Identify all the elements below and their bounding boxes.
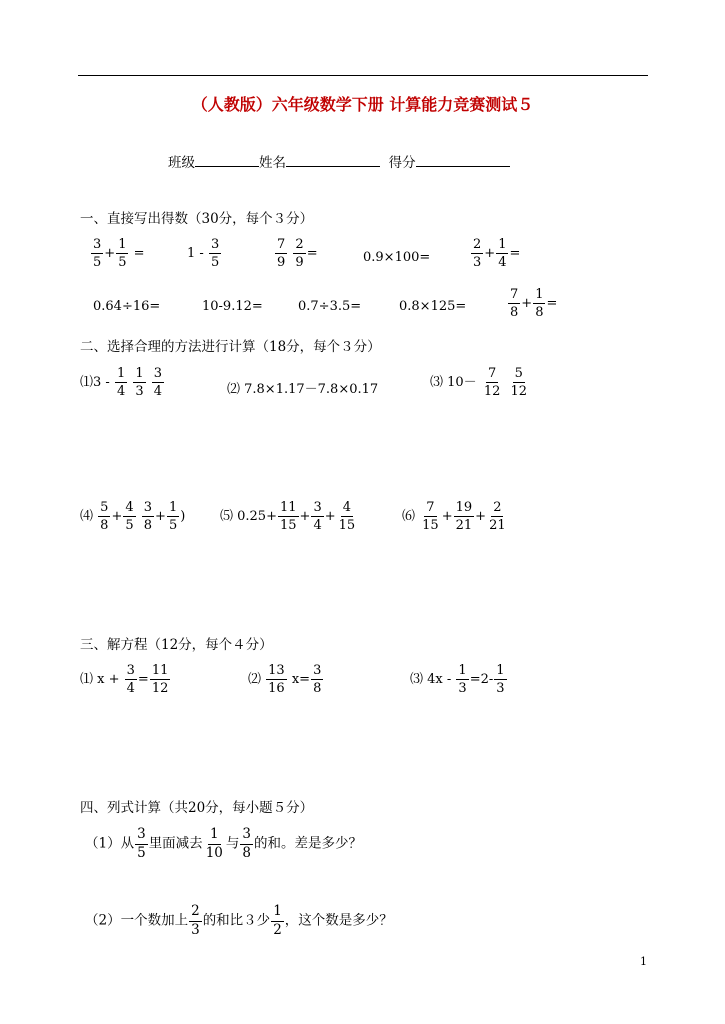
fraction <box>98 501 110 532</box>
fraction-numerator: 3 <box>126 663 135 678</box>
expression-text: + <box>441 509 453 524</box>
section-3-heading: 三、解方程（12分，每个４分） <box>80 637 273 653</box>
expression-text: = <box>137 672 149 687</box>
fraction-numerator: 2 <box>493 500 502 515</box>
fraction-numerator: 11 <box>151 663 169 678</box>
fraction-denominator: 8 <box>535 305 544 320</box>
expression-text: + <box>521 296 533 311</box>
fraction <box>271 905 284 937</box>
fraction-denominator: 21 <box>489 518 506 533</box>
fraction-denominator: 8 <box>143 518 153 533</box>
fraction-numerator: 5 <box>514 366 523 381</box>
problem-2d <box>80 501 185 532</box>
expression-text: = <box>546 296 558 311</box>
expression-text: ) <box>180 509 186 524</box>
fraction <box>116 238 128 269</box>
fraction <box>533 288 545 319</box>
fraction <box>311 664 323 695</box>
fraction <box>509 367 530 398</box>
expression-text: ⑸ 0.25+ <box>220 509 277 524</box>
fraction-denominator: 21 <box>455 518 473 533</box>
fraction-numerator: 3 <box>143 500 153 515</box>
fraction-numerator: 11 <box>279 500 297 515</box>
expression-text: 里面减去 <box>148 835 203 852</box>
fraction <box>209 238 221 269</box>
fraction-numerator: 1 <box>535 287 544 302</box>
fraction-numerator: 2 <box>473 237 482 252</box>
fraction-denominator: 9 <box>295 255 304 270</box>
fraction-denominator: 8 <box>510 305 519 320</box>
fraction <box>204 828 225 860</box>
fraction-numerator: 3 <box>240 828 253 845</box>
fraction-numerator: 2 <box>295 237 304 252</box>
fraction-numerator: 7 <box>510 287 519 302</box>
expression-text: （2）一个数加上 <box>85 912 189 929</box>
fraction <box>494 664 506 695</box>
expression-text: + <box>475 509 487 524</box>
fraction-numerator: 1 <box>135 366 144 381</box>
expression-text: ，这个数是多少？ <box>284 912 393 929</box>
fraction <box>152 367 164 398</box>
fraction <box>123 501 135 532</box>
expression-text: ⑵ <box>248 672 262 687</box>
problem-1b <box>187 238 222 269</box>
section-1-heading: 一、直接写出得数（30分，每个３分） <box>80 211 314 227</box>
fraction-denominator: 4 <box>498 255 507 270</box>
fraction-denominator: 4 <box>126 681 135 696</box>
fraction-denominator: 4 <box>313 518 322 533</box>
fraction-denominator: 3 <box>496 681 505 696</box>
fraction-numerator: 1 <box>498 237 507 252</box>
header-rule <box>78 75 648 76</box>
problem-1f: 0.64÷16= <box>93 299 161 314</box>
expression-text: （1）从 <box>85 835 135 852</box>
fraction-numerator: 1 <box>116 366 126 381</box>
fraction <box>482 367 503 398</box>
problem-3c <box>410 664 508 695</box>
fraction-numerator: 3 <box>210 237 220 252</box>
problem-2e <box>220 501 358 532</box>
problem-3a <box>80 664 171 695</box>
fraction-denominator: 12 <box>151 681 169 696</box>
fraction-denominator: 5 <box>118 255 127 270</box>
problem-4a <box>85 828 362 860</box>
fraction-numerator: 1 <box>208 828 221 845</box>
score-label: 得分 <box>388 155 416 171</box>
fraction-denominator: 15 <box>422 518 439 533</box>
fraction-numerator: 19 <box>455 500 473 515</box>
expression-text: + <box>484 246 496 261</box>
class-label: 班级 <box>168 155 195 171</box>
fraction-denominator: 4 <box>153 384 163 399</box>
expression-text: + <box>111 509 123 524</box>
problem-1j <box>507 288 557 319</box>
fraction-numerator: 3 <box>135 828 148 845</box>
fraction <box>91 238 103 269</box>
fraction-denominator: 3 <box>458 681 467 696</box>
fraction-denominator: 8 <box>313 681 322 696</box>
expression-text: = <box>509 246 521 261</box>
problem-1c <box>274 238 318 269</box>
fraction <box>420 501 441 532</box>
section-2-heading: 二、选择合理的方法进行计算（18分，每个３分） <box>80 339 381 355</box>
expression-text: ⑶ 10－ <box>430 375 477 390</box>
expression-text: 的和比３少 <box>202 912 271 929</box>
fraction <box>266 664 287 695</box>
fraction <box>496 238 508 269</box>
fraction-denominator: 5 <box>168 518 178 533</box>
problem-2f <box>402 501 509 532</box>
expression-text: ⑷ <box>80 509 94 524</box>
expression-text: + <box>299 509 311 524</box>
expression-text: ⑴3 - <box>80 375 110 390</box>
fraction <box>167 501 179 532</box>
name-label: 姓名 <box>259 155 286 171</box>
fraction-numerator: 5 <box>100 500 109 515</box>
page-title: （人教版）六年级数学下册 计算能力竞赛测试５ <box>191 95 534 114</box>
fraction <box>311 501 323 532</box>
fraction <box>189 905 202 937</box>
fraction <box>454 501 475 532</box>
expression-text: = <box>306 246 318 261</box>
fraction-denominator: 8 <box>242 844 251 861</box>
fraction-numerator: 7 <box>426 500 435 515</box>
fraction-denominator: 5 <box>210 255 220 270</box>
expression-text: 的和。差是多少？ <box>253 835 362 852</box>
fraction <box>456 664 468 695</box>
fraction-numerator: 3 <box>313 663 322 678</box>
fraction <box>275 238 287 269</box>
problem-1e <box>470 238 520 269</box>
expression-text: + <box>104 246 116 261</box>
fraction-denominator: 5 <box>137 844 146 861</box>
fraction-denominator: 3 <box>191 921 200 938</box>
fraction-numerator: 1 <box>118 237 127 252</box>
fraction-numerator: 3 <box>153 366 163 381</box>
name-blank[interactable] <box>286 152 380 167</box>
fraction <box>337 501 358 532</box>
expression-text: 1 - <box>187 246 204 261</box>
fraction-numerator: 1 <box>271 905 284 922</box>
fraction-denominator: 8 <box>100 518 109 533</box>
fraction <box>508 288 520 319</box>
section-4-heading: 四、列式计算（共20分，每小题５分） <box>80 800 314 816</box>
fraction <box>115 367 127 398</box>
fraction <box>487 501 508 532</box>
problem-1i: 0.8×125= <box>399 299 467 314</box>
fraction <box>135 828 148 860</box>
expression-text: 与 <box>225 835 240 852</box>
fraction-denominator: 15 <box>338 518 356 533</box>
problem-1g: 10-9.12= <box>202 299 263 314</box>
page-number: 1 <box>640 955 647 968</box>
expression-text: =2- <box>469 672 494 687</box>
fraction-numerator: 13 <box>268 663 285 678</box>
fraction <box>142 501 154 532</box>
problem-2c <box>430 367 530 398</box>
fraction-numerator: 1 <box>168 500 178 515</box>
problem-1d: 0.9×100= <box>363 250 431 265</box>
problem-1a <box>90 238 145 269</box>
problem-2a <box>80 367 165 398</box>
fraction <box>278 501 299 532</box>
expression-text: + <box>155 509 166 524</box>
fraction-numerator: 2 <box>189 905 202 922</box>
fraction-denominator: 15 <box>279 518 297 533</box>
fraction-denominator: 12 <box>483 384 501 399</box>
score-blank[interactable] <box>416 152 510 167</box>
fraction-denominator: 12 <box>510 384 528 399</box>
fraction <box>133 367 145 398</box>
fraction-denominator: 9 <box>277 255 286 270</box>
fraction-denominator: 16 <box>268 681 285 696</box>
fraction-numerator: 4 <box>342 500 352 515</box>
class-blank[interactable] <box>195 152 259 167</box>
fraction-numerator: 7 <box>277 237 286 252</box>
expression-text: ⑶ 4x - <box>410 672 452 687</box>
expression-text: ⑴ x + <box>80 672 120 687</box>
expression-text: = <box>133 246 145 261</box>
problem-2b: ⑵ 7.8×1.17－7.8×0.17 <box>227 382 379 397</box>
fraction-numerator: 3 <box>93 237 102 252</box>
fraction-numerator: 7 <box>487 366 497 381</box>
fraction-denominator: 5 <box>125 518 134 533</box>
fraction-denominator: 10 <box>205 844 223 861</box>
fraction-numerator: 3 <box>313 500 322 515</box>
expression-text: + <box>324 509 336 524</box>
problem-3b <box>248 664 324 695</box>
fraction <box>293 238 305 269</box>
fraction <box>125 664 137 695</box>
fraction-denominator: 4 <box>116 384 126 399</box>
fraction-numerator: 1 <box>458 663 467 678</box>
info-line <box>168 151 510 171</box>
fraction-denominator: 2 <box>273 921 282 938</box>
fraction-denominator: 5 <box>93 255 102 270</box>
fraction-denominator: 3 <box>135 384 144 399</box>
fraction-numerator: 4 <box>125 500 134 515</box>
fraction-denominator: 3 <box>473 255 482 270</box>
problem-1h: 0.7÷3.5= <box>298 299 362 314</box>
fraction <box>150 664 171 695</box>
fraction <box>471 238 483 269</box>
fraction-numerator: 1 <box>496 663 505 678</box>
problem-4b <box>85 905 393 937</box>
expression-text: ⑹ <box>402 509 416 524</box>
fraction <box>240 828 253 860</box>
expression-text: x= <box>291 672 311 687</box>
